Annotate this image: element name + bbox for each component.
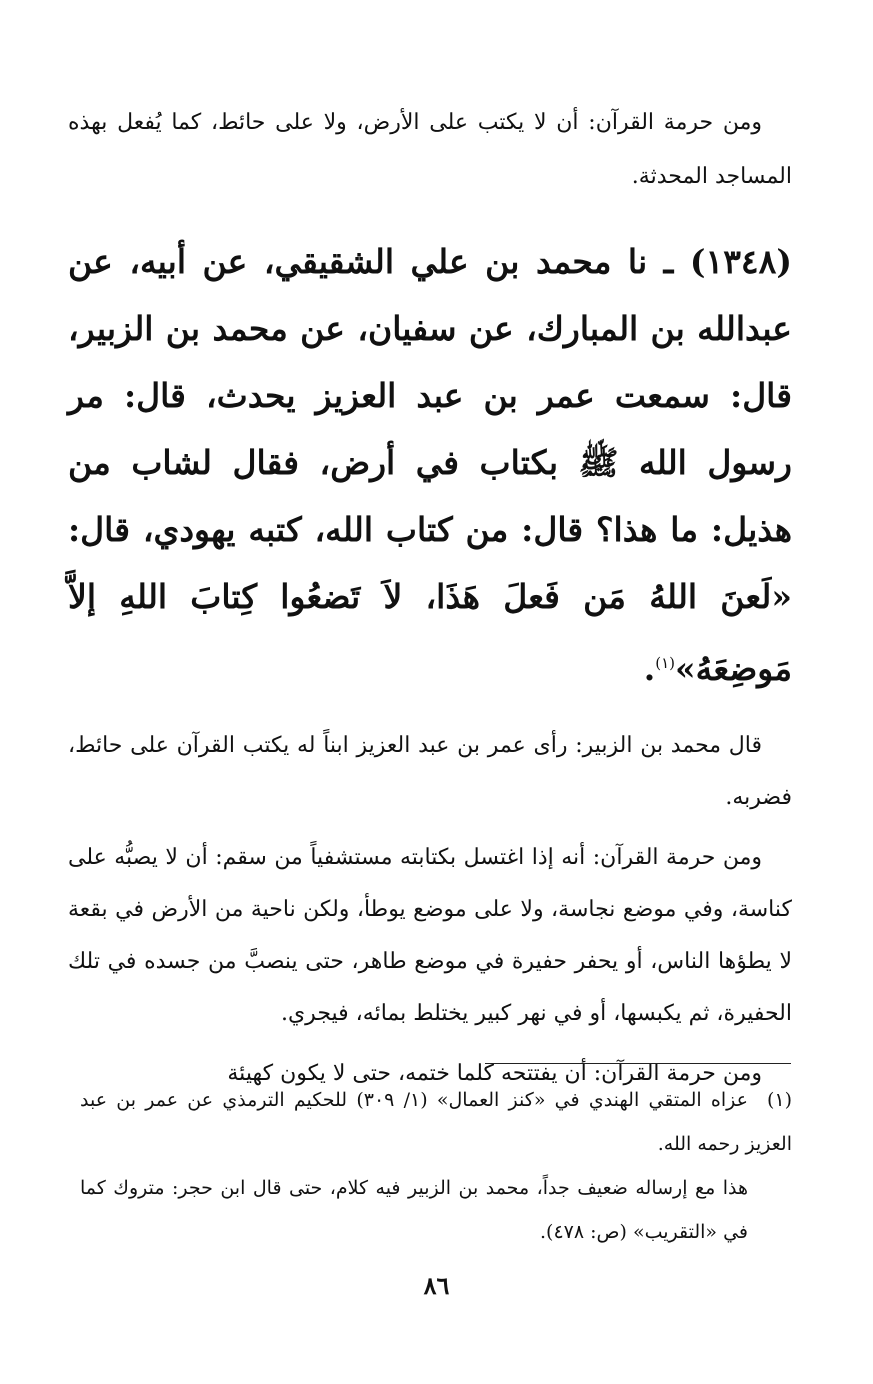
footnote-1-continuation: هذا مع إرساله ضعيف جداً، محمد بن الزبير فيه كلام، حتى قال ابن حجر: متروك كما في «التقريب» (ص: ٤٧٨). <box>80 1177 748 1243</box>
paragraph-washing-writing: ومن حرمة القرآن: أنه إذا اغتسل بكتابته مستشفياً من سقم: أن لا يصبُّه على كناسة، وفي موضع نجاسة، ولا على موضع يوطأ، ولكن ناحية من الأرض في بقعة لا يطؤها الناس، أو يحفر حفيرة في موضع طاهر، حتى ينصبَّ من جسده في تلك الحفيرة، ثم يكبسها، أو في نهر كبير يختلط بمائه، فيجري. <box>68 845 792 1026</box>
footnote-reference: (١) <box>655 654 676 672</box>
hadith-1348 <box>68 228 792 702</box>
hadith-end-mark: . <box>643 649 656 688</box>
page-body <box>68 96 792 1100</box>
footnote-1 <box>80 1078 792 1166</box>
footnotes-section <box>80 1078 792 1254</box>
page-number: ٨٦ <box>423 1271 450 1300</box>
paragraph-writing-on-ground: ومن حرمة القرآن: أن لا يكتب على الأرض، ولا على حائط، كما يُفعل بهذه المساجد المحدثة. <box>68 110 792 189</box>
footnote-number: (١) <box>766 1089 792 1111</box>
hadith-text: (١٣٤٨) ـ نا محمد بن علي الشقيقي، عن أبيه، عن عبدالله بن المبارك، عن سفيان، عن محمد بن الزبير، قال: سمعت عمر بن عبد العزيز يحدث، قال: مر رسول الله ﷺ بكتاب في أرض، فقال لشاب من هذيل: ما هذا؟ قال: من كتاب الله، كتبه يهودي، قال: «لَعنَ اللهُ مَن فَعلَ هَذَا، لاَ تَضعُوا كِتابَ اللهِ إلاَّ مَوضِعَهُ» <box>68 242 792 688</box>
paragraph-ibn-zubayr: قال محمد بن الزبير: رأى عمر بن عبد العزيز ابناً له يكتب القرآن على حائط، فضربه. <box>68 733 792 810</box>
footnote-divider <box>485 1063 791 1064</box>
paragraph-opening-after-completion: ومن حرمة القرآن: أن يفتتحه كلما ختمه، حتى لا يكون كهيئة <box>227 1061 762 1086</box>
footnote-text: عزاه المتقي الهندي في «كنز العمال» (١/ ٣٠٩) للحكيم الترمذي عن عمر بن عبد العزيز رحمه الله. <box>80 1089 792 1155</box>
